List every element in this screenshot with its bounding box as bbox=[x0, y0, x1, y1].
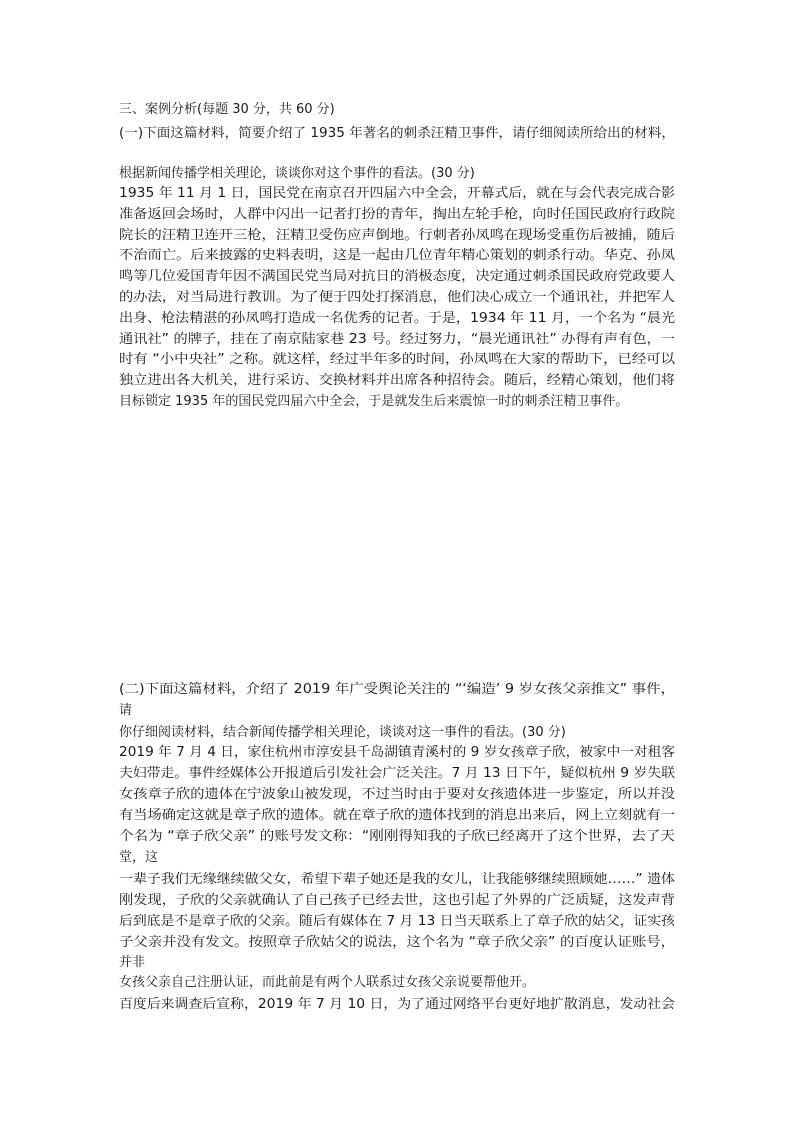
question-1-body-line: 准备返回会场时，人群中闪出一记者打扮的青年，掏出左轮手枪，向时任国民政府行政院 bbox=[119, 206, 675, 222]
question-2-body-line: 一辈子我们无缘继续做父女，希望下辈子她还是我的女儿，让我能够继续照顾她……” 遗体 bbox=[119, 872, 675, 887]
question-1-body-line: 院长的汪精卫连开三枪，汪精卫受伤应声倒地。行刺者孙凤鸣在现场受重伤后被捕，随后 bbox=[119, 227, 675, 243]
question-1-body-line: 时有 “小中央社” 之称。就这样，经过半年多的时间，孙凤鸣在大家的帮助下，已经可以 bbox=[119, 352, 675, 368]
question-2-prompt-line: 请 bbox=[119, 703, 133, 718]
question-1-body-line: 1935 年 11 月 1 日，国民党在南京召开四届六中全会，开幕式后，就在与会代表完成合影 bbox=[119, 186, 675, 201]
question-2-body-line: 夫妇带走。事件经媒体公开报道后引发社会广泛关注。7 月 13 日下午，疑似杭州 9 岁失联 bbox=[119, 766, 675, 781]
question-2-body-line: 有当场确定这就是章子欣的遗体。就在章子欣的遗体找到的消息出来后，网上立刻就有一 bbox=[119, 808, 675, 823]
question-2-body-line: 个名为 “章子欣父亲” 的账号发文称：“刚刚得知我的子欣已经离开了这个世界，去了天 bbox=[119, 829, 675, 844]
question-2-body-line: 刚发现，子欣的父亲就确认了自己孩子已经去世，这也引起了外界的广泛质疑，这发声背 bbox=[119, 893, 675, 908]
question-1-body-line: 的办法，对当局进行教训。为了便于四处打探消息，他们决心成立一个通讯社，并把军人 bbox=[119, 290, 675, 305]
question-1-body-line: 不治而亡。后来披露的史料表明，这是一起由几位青年精心策划的刺杀行动。华克、孙凤 bbox=[119, 248, 675, 264]
question-1-body-line: 通讯社” 的牌子，挂在了南京陆家巷 23 号。经过努力，“晨光通讯社” 办得有声有色，一 bbox=[119, 331, 675, 347]
question-2-prompt-line: (二)下面这篇材料，介绍了 2019 年广受舆论关注的 “‘编造’ 9 岁女孩父亲推文” 事件， bbox=[119, 682, 675, 697]
question-2-body-line: 子父亲并没有发文。按照章子欣姑父的说法，这个名为 “章子欣父亲” 的百度认证账号， bbox=[119, 935, 675, 950]
question-1-prompt-line: 根据新闻传播学相关理论，谈谈你对这个事件的看法。(30 分) bbox=[119, 166, 475, 181]
question-2-prompt-line: 你仔细阅读材料，结合新闻传播学相关理论，谈谈对这一事件的看法。(30 分) bbox=[119, 725, 566, 740]
section-heading: 三、案例分析(每题 30 分，共 60 分) bbox=[119, 102, 335, 117]
question-2-body-line: 堂，这 bbox=[119, 850, 159, 865]
question-2-body-line: 百度后来调查后宣称，2019 年 7 月 10 日，为了通过网络平台更好地扩散消息，发动社会 bbox=[119, 997, 675, 1012]
question-1-prompt-line: (一)下面这篇材料，简要介绍了 1935 年著名的刺杀汪精卫事件，请仔细阅读所给出的材料， bbox=[119, 126, 675, 141]
question-1-body-line: 鸣等几位爱国青年因不满国民党当局对抗日的消极态度，决定通过刺杀国民政府党政要人 bbox=[119, 269, 675, 285]
question-1-body-line: 出身、枪法精湛的孙凤鸣打造成一名优秀的记者。于是，1934 年 11 月，一个名为 “晨光 bbox=[119, 310, 675, 326]
question-2-body-line: 女孩章子欣的遗体在宁波象山被发现，不过当时由于要对女孩遗体进一步鉴定，所以并没 bbox=[119, 787, 675, 802]
question-1-body-line: 目标锁定 1935 年的国民党四届六中全会，于是就发生后来震惊一时的刺杀汪精卫事件。 bbox=[119, 394, 629, 409]
question-2-body-line: 女孩父亲自己注册认证，而此前是有两个人联系过女孩父亲说要帮他开。 bbox=[119, 975, 536, 990]
question-2-body-line: 2019 年 7 月 4 日，家住杭州市淳安县千岛湖镇青溪村的 9 岁女孩章子欣，被家中一对租客 bbox=[119, 745, 675, 760]
question-1-body-line: 独立进出各大机关，进行采访、交换材料并出席各种招待会。随后，经精心策划，他们将 bbox=[119, 373, 675, 389]
question-2-body-line: 后到底是不是章子欣的父亲。随后有媒体在 7 月 13 日当天联系上了章子欣的姑父，证实孩 bbox=[119, 914, 675, 929]
question-2-body-line: 并非 bbox=[119, 955, 146, 970]
